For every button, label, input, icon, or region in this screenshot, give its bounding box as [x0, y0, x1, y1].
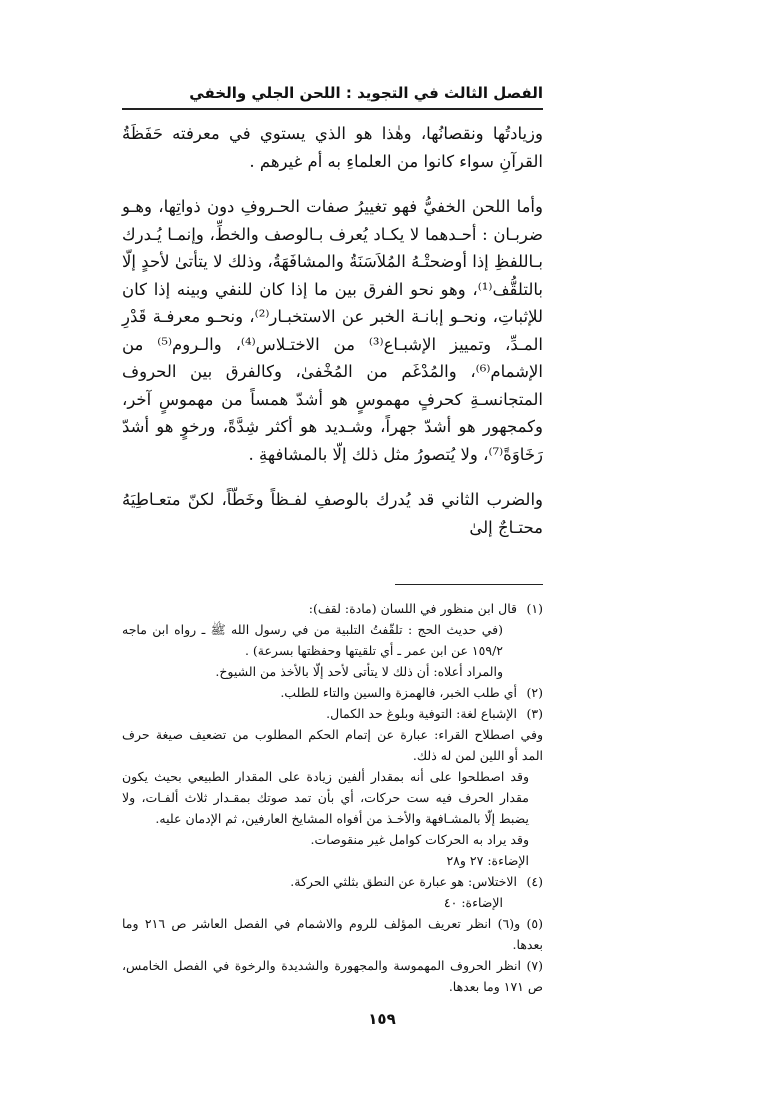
footnote-number: (٥) و(٦) — [497, 916, 544, 931]
footnote-line: أي طلب الخبر، فالهمزة والسين والتاء للطلب. — [280, 685, 517, 700]
paragraph-1: وزيادتُها ونقصانُها، وهٰذا هو الذي يستوي في معرفته حَفَظَةُ القرآنِ سواء كانوا من العلماءِ به أم غيرهم . — [122, 124, 543, 171]
footnote-number: (٧) — [526, 958, 543, 973]
footnote-line: والمراد أعلاه: أن ذلك لا يتأتى لأحد إلّا بالأخذ من الشيوخ. — [215, 664, 503, 679]
footnote-line: الاختلاس: هو عبارة عن النطق بثلثي الحركة. — [290, 874, 517, 889]
footnote-number: (٣) — [526, 706, 543, 721]
footnote-2 — [122, 682, 543, 703]
footnote-5-6 — [122, 913, 543, 955]
footnote-line: انظر تعريف المؤلف للروم والاشمام في الفصل العاشر ص ٢١٦ وما بعدها. — [122, 916, 543, 952]
footnote-number: (١) — [526, 601, 543, 616]
running-header — [122, 82, 543, 104]
footnote-1 — [122, 598, 543, 682]
chapter-title: الفصل الثالث في التجويد : اللحن الجلي والخفي — [189, 84, 543, 102]
footnote-3-source: الإضاءة: ٢٧ و٢٨ — [446, 853, 529, 868]
footnote-3-alt: وقد يراد به الحركات كوامل غير منقوصات. — [310, 832, 529, 847]
footnote-separator — [395, 584, 543, 585]
footnote-number: (٤) — [526, 874, 543, 889]
paragraph-2: وأما اللحن الخفيُّ فهو تغييرُ صفات الحـروفِ دون ذواتِها، وهـو ضربـان : أحـدهما لا يكـاد يُعرف بـالوصف والخطِّ، وإنمـا يُـدرك بـاللفظِ إذا أوضحتْـهُ المُلاَسَنَةُ والمشافَهَةُ، وذلك لا يتأتىٰ لأحدٍ إلّا بالتلقُّف⁽¹⁾، وهو نحو الفرق بين ما إذا كان للنفي وبينه إذا كان للإثباتِ، ونحـو إبانـة الخبر عن الاستخبـار⁽²⁾، ونحـو معرفـة قَدْرِ المـدِّ، وتمييز الإشبـاع⁽³⁾ من الاختـلاس⁽⁴⁾، والـروم⁽⁵⁾ من الإشمام⁽⁶⁾، والمُدْغَم من المُخْفىٰ، وكالفرق بين الحروف المتجانسـةِ كحرفٍ مهموسٍ هو أشدّ همساً من مهموسٍ آخر، وكمجهور هو أشدّ جهراً، وشـديد هو أكثر شِدَّةً، ورخوٍ هو أشدّ رَخَاوَةً⁽⁷⁾، ولا يُتصورُ مثل ذلك إلّا بالمشافهةِ . — [122, 197, 543, 464]
footnote-number: (٢) — [526, 685, 543, 700]
paragraph-3: والضرب الثاني قد يُدرك بالوصفِ لفـظاً وخَطّاً، لكنّ متعـاطِيَهُ محتـاجٌ إلىٰ — [122, 490, 543, 537]
footnote-line: (في حديث الحج : تلقّفتُ التلبية من في رسول الله ﷺ ـ رواه ابن ماجه ١٥٩/٢ عن ابن عمر ـ أي تلقيتها وحفظتها بسرعة) . — [122, 622, 503, 658]
footnote-line: قال ابن منظور في اللسان (مادة: لقف): — [308, 601, 517, 616]
footnotes — [122, 598, 543, 997]
page-number: ١٥٩ — [368, 1010, 396, 1028]
footnote-line: انظر الحروف المهموسة والمجهورة والشديدة والرخوة في الفصل الخامس، ص ١٧١ وما بعدها. — [122, 958, 543, 994]
footnote-3-definition: وفي اصطلاح القراء: عبارة عن إتمام الحكم المطلوب من تضعيف صيغة حرف المد أو اللين لمن له ذلك. — [122, 727, 543, 763]
footnote-line: الإشباع لغة: التوفية وبلوغ حد الكمال. — [326, 706, 517, 721]
footnote-7 — [122, 955, 543, 997]
footnote-line: الإضاءة: ٤٠ — [443, 895, 503, 910]
footnote-3-measure: وقد اصطلحوا على أنه بمقدار ألفين زيادة على المقدار الطبيعي بحيث يكون مقدار الحرف فيه ست حركات، أي بأن تمد صوتك بمقـدار ثلاث ألفـات، ولا يضبط إلّا بالمشـافهة والأخـذ من أفواه المشايخ العارفين، ثم الإدمان عليه. — [122, 769, 529, 826]
footnote-3 — [122, 703, 543, 724]
header-rule — [122, 108, 543, 110]
main-text — [122, 120, 543, 541]
footnote-4 — [122, 871, 543, 913]
